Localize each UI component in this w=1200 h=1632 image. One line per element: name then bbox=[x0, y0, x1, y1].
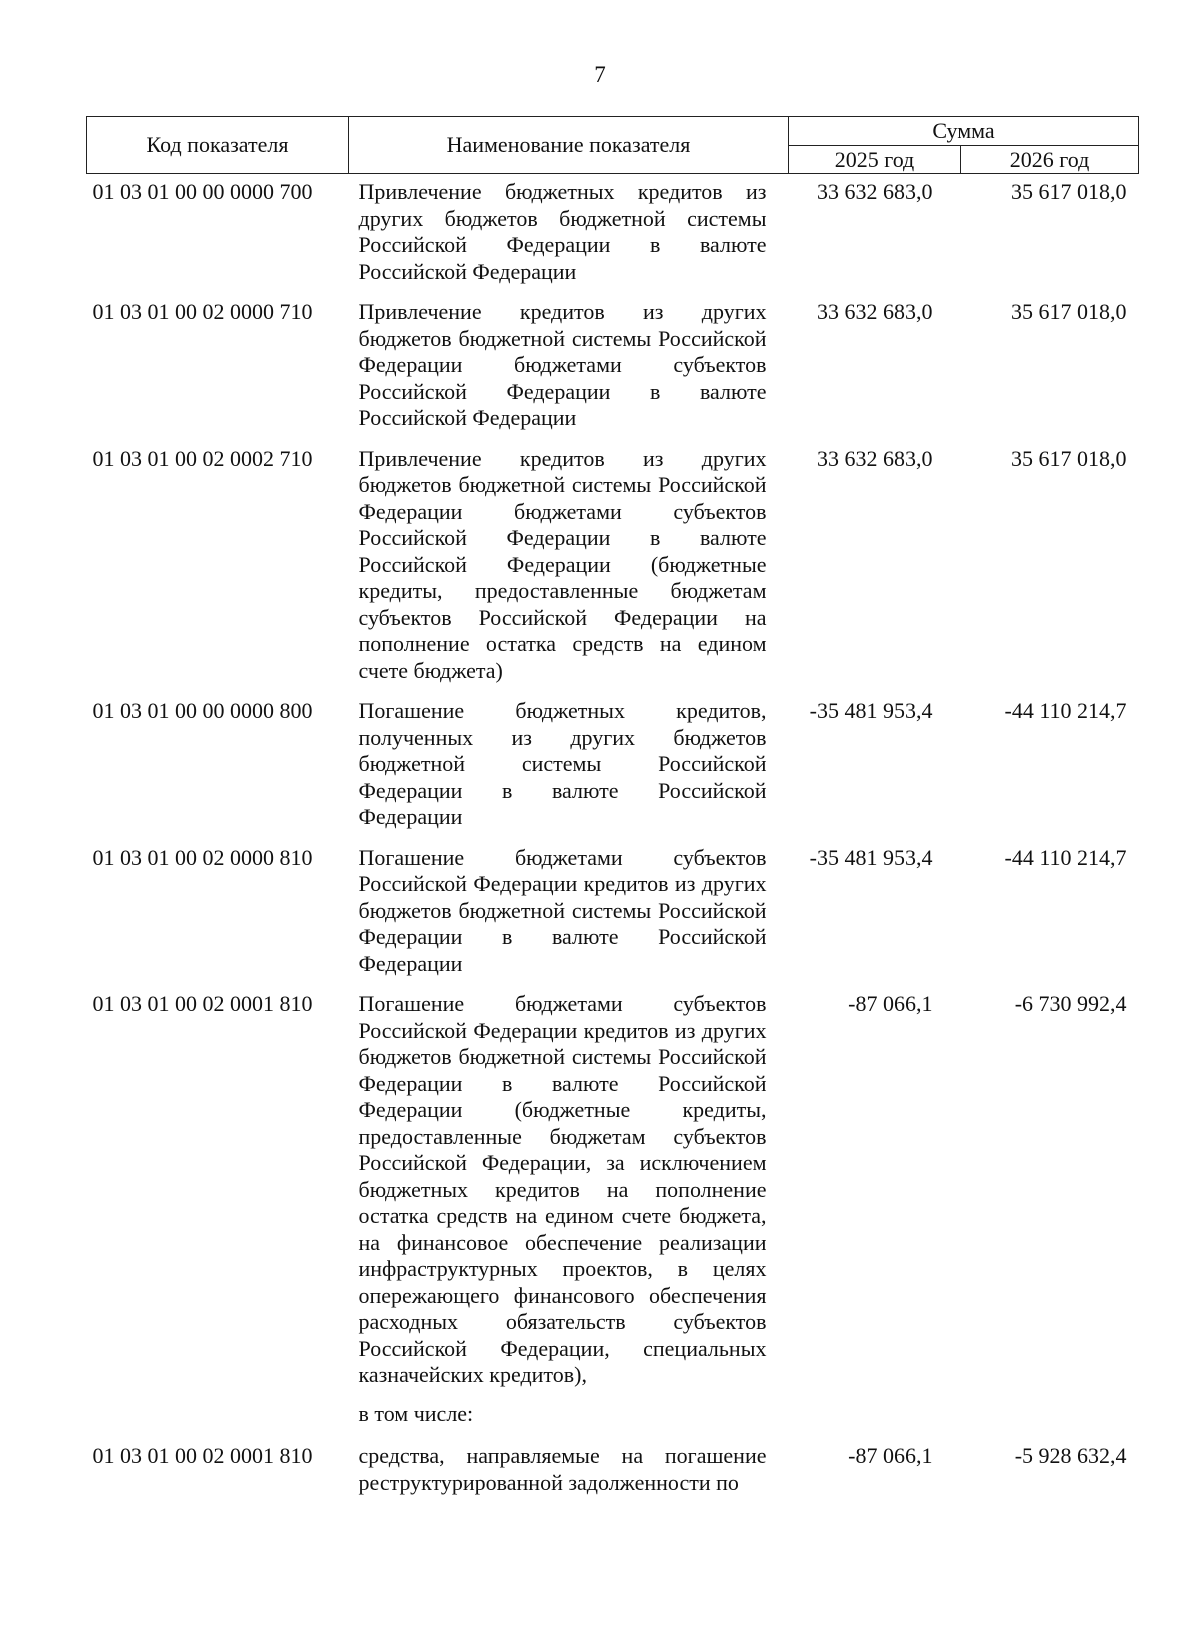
table-row bbox=[87, 696, 1139, 843]
including-note: в том числе: bbox=[358, 1400, 474, 1426]
amount-2025: 33 632 683,0 bbox=[817, 179, 933, 204]
table-row bbox=[87, 989, 1139, 1401]
indicator-code: 01 03 01 00 02 0000 810 bbox=[92, 844, 313, 870]
indicator-code: 01 03 01 00 02 0001 810 bbox=[92, 1443, 313, 1468]
budget-table bbox=[86, 116, 1139, 1508]
amount-2026: 35 617 018,0 bbox=[1011, 179, 1127, 204]
header-sum: Сумма bbox=[789, 117, 1139, 146]
amount-2025: -87 066,1 bbox=[848, 1443, 933, 1468]
indicator-name: Погашение бюджетами субъектов Российской Федерации кредитов из других бюджетов бюджетной системы Российской Федерации в валюте Российской Федерации (бюджетные кредиты, предоставленные бюджетам субъектов Российской Федерации, за исключением бюджетных кредитов на пополнение остатка средств на едином счете бюджета, на финансовое обеспечение реализации инфраструктурных проектов, в целях опережающего финансового обеспечения расходных обязательств субъектов Российской Федерации, специальных казначейских кредитов), bbox=[358, 991, 767, 1387]
indicator-code: 01 03 01 00 00 0000 800 bbox=[92, 698, 313, 723]
indicator-code: 01 03 01 00 02 0000 710 bbox=[92, 299, 313, 324]
header-year-2026: 2026 год bbox=[961, 146, 1139, 174]
page-number: 7 bbox=[594, 62, 606, 87]
table-row bbox=[87, 1441, 1139, 1508]
header-year-2025: 2025 год bbox=[789, 146, 961, 174]
table-row bbox=[87, 444, 1139, 697]
indicator-name: Привлечение кредитов из других бюджетов бюджетной системы Российской Федерации бюджетами субъектов Российской Федерации в валюте Российской Федерации (бюджетные кредиты, предоставленные бюджетам субъектов Российской Федерации на пополнение остатка средств на едином счете бюджета) bbox=[358, 445, 767, 683]
table-body bbox=[87, 174, 1139, 1509]
amount-2026: 35 617 018,0 bbox=[1011, 299, 1127, 324]
indicator-code: 01 03 01 00 02 0001 810 bbox=[92, 991, 313, 1016]
table-row bbox=[87, 843, 1139, 990]
amount-2026: -5 928 632,4 bbox=[1014, 1443, 1127, 1468]
amount-2025: 33 632 683,0 bbox=[817, 299, 933, 324]
amount-2026: -44 110 214,7 bbox=[1004, 698, 1127, 723]
indicator-name: средства, направляемые на погашение реструктурированной задолженности по bbox=[358, 1443, 767, 1495]
amount-2026: 35 617 018,0 bbox=[1011, 445, 1127, 471]
amount-2025: 33 632 683,0 bbox=[817, 445, 933, 471]
amount-2025: -87 066,1 bbox=[848, 991, 933, 1016]
indicator-name: Погашение бюджетами субъектов Российской Федерации кредитов из других бюджетов бюджетной системы Российской Федерации в валюте Российской Федерации bbox=[358, 844, 767, 976]
header-name: Наименование показателя bbox=[349, 117, 789, 174]
amount-2026: -6 730 992,4 bbox=[1014, 991, 1127, 1016]
header-code: Код показателя bbox=[87, 117, 349, 174]
table-row bbox=[87, 174, 1139, 298]
indicator-code: 01 03 01 00 02 0002 710 bbox=[92, 445, 313, 471]
amount-2025: -35 481 953,4 bbox=[809, 698, 933, 723]
indicator-code: 01 03 01 00 00 0000 700 bbox=[92, 179, 313, 204]
amount-2026: -44 110 214,7 bbox=[1004, 844, 1127, 870]
table-header bbox=[87, 117, 1139, 174]
indicator-name: Привлечение бюджетных кредитов из других бюджетов бюджетной системы Российской Федерации в валюте Российской Федерации bbox=[358, 179, 767, 284]
indicator-name: Привлечение кредитов из других бюджетов бюджетной системы Российской Федерации бюджетами субъектов Российской Федерации в валюте Российской Федерации bbox=[358, 299, 767, 430]
amount-2025: -35 481 953,4 bbox=[809, 844, 933, 870]
table-row bbox=[87, 297, 1139, 444]
indicator-name: Погашение бюджетных кредитов, полученных из других бюджетов бюджетной системы Российской Федерации в валюте Российской Федерации bbox=[358, 698, 767, 829]
table-note-row bbox=[87, 1401, 1139, 1442]
